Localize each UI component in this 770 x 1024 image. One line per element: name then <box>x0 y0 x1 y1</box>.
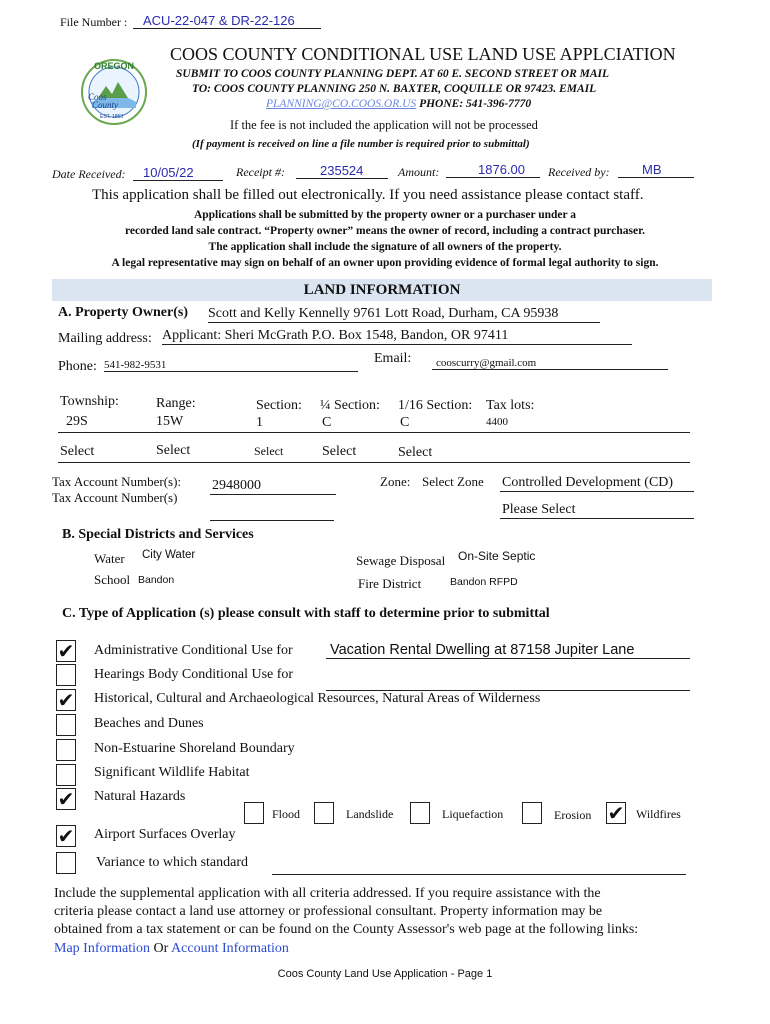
received-by-field[interactable]: MB <box>618 162 694 178</box>
school-label: School <box>94 572 131 587</box>
range-value[interactable]: 15W <box>156 414 184 429</box>
fire-district-label: Fire District <box>358 576 422 591</box>
file-number-label: File Number : <box>60 15 128 29</box>
property-owner-field[interactable]: Scott and Kelly Kennelly 9761 Lott Road, Durham, CA 95938 <box>208 306 600 323</box>
label-natural-hazards: Natural Hazards <box>94 789 186 804</box>
checkbox-hearings-body-cu[interactable] <box>56 664 76 686</box>
tax-lots-value[interactable]: 4400 <box>486 416 508 428</box>
seal-text-county: County <box>92 100 118 110</box>
form-title: COOS COUNTY CONDITIONAL USE LAND USE APPLCIATION <box>170 44 676 64</box>
sewage-value[interactable]: On-Site Septic <box>458 549 536 563</box>
checkbox-variance[interactable] <box>56 852 76 874</box>
supplemental-note-1: Include the supplemental application with all criteria addressed. If you require assistance with the <box>54 886 601 901</box>
checkbox-beaches-dunes[interactable] <box>56 714 76 736</box>
amount-field[interactable]: 1876.00 <box>446 162 540 178</box>
label-airport-overlay: Airport Surfaces Overlay <box>94 827 236 842</box>
range-label: Range: <box>156 396 196 411</box>
special-districts-heading: B. Special Districts and Services <box>62 527 254 542</box>
label-flood: Flood <box>272 807 301 821</box>
checkbox-wildlife-habitat[interactable] <box>56 764 76 786</box>
quarter-section-value[interactable]: C <box>322 415 332 430</box>
seal-est: EST. 1853 <box>100 114 124 120</box>
received-by-label: Received by: <box>548 165 610 179</box>
sixteenth-section-label: 1/16 Section: <box>398 398 473 413</box>
label-landslide: Landslide <box>346 807 394 821</box>
zone-field[interactable]: Controlled Development (CD) <box>500 475 694 492</box>
checkbox-shoreland-boundary[interactable] <box>56 739 76 761</box>
sixteenth-section-select[interactable]: Select <box>398 445 433 460</box>
section-label: Section: <box>256 398 302 413</box>
zone-label: Zone: <box>380 474 411 489</box>
checkbox-landslide[interactable] <box>314 802 334 824</box>
file-number-field[interactable]: ACU-22-047 & DR-22-126 <box>133 13 321 29</box>
checkbox-liquefaction[interactable] <box>410 802 430 824</box>
submit-instructions-2: TO: COOS COUNTY PLANNING 250 N. BAXTER, COQUILLE OR 97423. EMAIL <box>192 83 597 95</box>
date-received-field[interactable]: 10/05/22 <box>133 165 223 181</box>
assessor-links <box>54 941 289 957</box>
email-field[interactable]: cooscurry@gmail.com <box>432 357 668 370</box>
submit-contact <box>266 98 531 110</box>
township-value[interactable]: 29S <box>66 414 88 429</box>
sixteenth-section-value[interactable]: C <box>400 415 410 430</box>
label-wildlife-habitat: Significant Wildlife Habitat <box>94 765 250 780</box>
tax-account-label-2: Tax Account Number(s) <box>52 490 178 505</box>
tax-account-field[interactable]: 2948000 <box>210 478 336 495</box>
section-value[interactable]: 1 <box>256 415 263 430</box>
label-historical-resources: Historical, Cultural and Archaeological Resources, Natural Areas of Wilderness <box>94 691 541 706</box>
receipt-label: Receipt #: <box>236 165 285 179</box>
checkbox-administrative-cu[interactable]: ✔ <box>57 639 75 663</box>
intro-bold-4: A legal representative may sign on behalf of an owner upon providing evidence of formal legal authority to sign. <box>111 257 659 269</box>
receipt-field[interactable]: 235524 <box>296 163 388 179</box>
quarter-section-select[interactable]: Select <box>322 444 357 459</box>
variance-field[interactable] <box>272 874 686 875</box>
label-hearings-body-cu: Hearings Body Conditional Use for <box>94 667 294 682</box>
county-seal <box>80 58 148 126</box>
label-shoreland-boundary: Non-Estuarine Shoreland Boundary <box>94 741 295 756</box>
select-divider <box>58 462 690 463</box>
land-information-heading: LAND INFORMATION <box>52 279 712 301</box>
page-footer: Coos County Land Use Application - Page 1 <box>277 968 493 980</box>
submit-instructions-1: SUBMIT TO COOS COUNTY PLANNING DEPT. AT 60 E. SECOND STREET OR MAIL <box>176 68 610 80</box>
sewage-label: Sewage Disposal <box>356 553 446 568</box>
account-information-link[interactable]: Account Information <box>171 941 289 956</box>
quarter-section-label: ¼ Section: <box>320 398 380 413</box>
intro-bold-3: The application shall include the signature of all owners of the property. <box>208 241 562 253</box>
location-divider <box>58 432 690 433</box>
administrative-cu-field[interactable]: Vacation Rental Dwelling at 87158 Jupiter Lane <box>326 642 690 659</box>
checkbox-historical-resources[interactable]: ✔ <box>57 688 75 712</box>
township-label: Township: <box>60 394 119 409</box>
section-select[interactable]: Select <box>254 444 284 458</box>
phone-field[interactable]: 541-982-9531 <box>104 357 358 372</box>
label-administrative-cu: Administrative Conditional Use for <box>94 643 293 658</box>
intro-line: This application shall be filled out electronically. If you need assistance please contact staff. <box>92 187 644 203</box>
links-or-text: Or <box>153 941 169 956</box>
seal-text-coos: Coos <box>88 92 107 102</box>
label-variance: Variance to which standard <box>96 855 248 870</box>
map-information-link[interactable]: Map Information <box>54 941 151 956</box>
planning-phone: PHONE: 541-396-7770 <box>419 98 532 110</box>
label-liquefaction: Liquefaction <box>442 807 504 821</box>
payment-note: (If payment is received on line a file number is required prior to submittal) <box>192 138 530 150</box>
date-received-label: Date Received: <box>52 167 126 181</box>
mailing-address-label: Mailing address: <box>58 331 152 346</box>
zone-field-2[interactable]: Please Select <box>500 502 694 519</box>
tax-account-field-2[interactable] <box>210 520 334 521</box>
tax-lots-label: Tax lots: <box>486 398 535 413</box>
application-type-heading: C. Type of Application (s) please consult with staff to determine prior to submittal <box>62 606 550 621</box>
checkbox-natural-hazards[interactable]: ✔ <box>57 787 75 811</box>
label-erosion: Erosion <box>554 808 592 822</box>
seal-top-text: OREGON <box>94 61 135 71</box>
email-label: Email: <box>374 351 412 366</box>
intro-bold-2: recorded land sale contract. “Property owner” means the owner of record, including a contract purchaser. <box>124 225 646 237</box>
phone-label: Phone: <box>58 359 97 374</box>
amount-label: Amount: <box>398 165 440 179</box>
checkbox-airport-overlay[interactable]: ✔ <box>57 824 75 848</box>
township-select[interactable]: Select <box>60 444 95 459</box>
mailing-address-field[interactable]: Applicant: Sheri McGrath P.O. Box 1548, Bandon, OR 97411 <box>162 328 632 345</box>
supplemental-note-3: obtained from a tax statement or can be found on the County Assessor's web page at the following links: <box>54 922 639 937</box>
label-wildfires: Wildfires <box>636 807 681 821</box>
school-value[interactable]: Bandon <box>138 574 175 586</box>
supplemental-note-2: criteria please contact a land use attorney or professional consultant. Property information may be <box>54 904 603 919</box>
intro-bold-1: Applications shall be submitted by the property owner or a purchaser under a <box>193 209 577 221</box>
property-owner-label: A. Property Owner(s) <box>58 305 188 320</box>
zone-select[interactable]: Select Zone <box>422 474 484 489</box>
water-label: Water <box>94 551 125 566</box>
checkbox-erosion[interactable] <box>522 802 542 824</box>
planning-email-link[interactable]: PLANNING@CO.COOS.OR.US <box>266 98 417 110</box>
tax-account-label-1: Tax Account Number(s): <box>52 474 182 489</box>
checkbox-flood[interactable] <box>244 802 264 824</box>
range-select[interactable]: Select <box>156 443 191 458</box>
fire-district-value[interactable]: Bandon RFPD <box>450 576 518 588</box>
water-value[interactable]: City Water <box>142 549 196 561</box>
fee-note: If the fee is not included the application will not be processed <box>230 118 538 132</box>
checkbox-wildfires[interactable]: ✔ <box>607 801 625 825</box>
label-beaches-dunes: Beaches and Dunes <box>94 716 204 731</box>
